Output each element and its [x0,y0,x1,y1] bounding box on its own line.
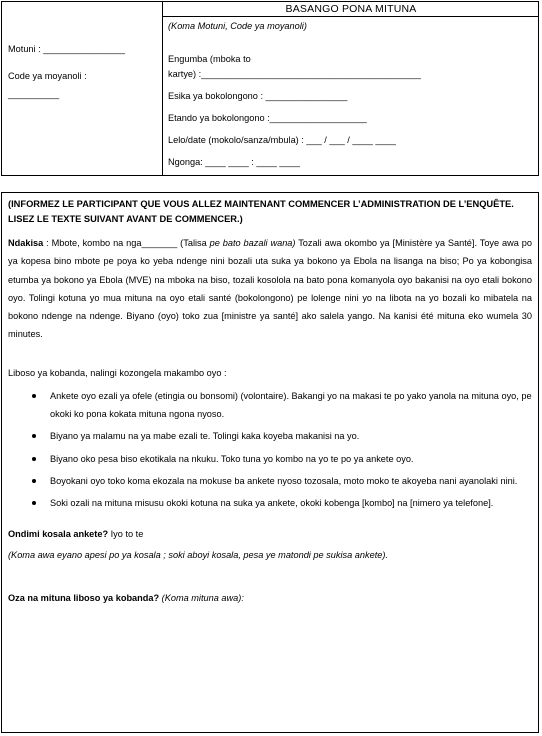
field-engumba[interactable]: kartye) :___________________________________________ [168,69,421,79]
list-item: Biyano ya malamu na ya mabe ezali te. Tolingi kaka koyeba makanisi na yo. [32,427,532,445]
intro-label: Ndakisa [8,238,44,248]
questions-prompt-label: Oza na mituna liboso ya kobanda? [8,592,160,603]
questions-prompt [8,591,532,606]
consent-options[interactable]: Iyo to te [108,528,144,539]
form-title: BASANGO PONA MITUNA [162,2,539,17]
intro-text-a: : Mbote, kombo na nga_______ (Talisa [43,238,210,248]
header-form-table [1,1,539,176]
bullet-dot [32,457,36,461]
field-code-blank[interactable]: __________ [8,89,60,99]
instruction-text: (INFORMEZ LE PARTICIPANT QUE VOUS ALLEZ MAINTENANT COMMENCER L’ADMINISTRATION DE L’ENQUÊTE. LISEZ LE TEXTE SUIVANT AVANT DE COMMENCER.) [8,199,514,224]
bullet-dot [32,501,36,505]
right-fields [168,20,536,175]
field-esika[interactable]: Esika ya bokolongono : ________________ [168,91,348,101]
intro-paragraph [8,234,532,344]
left-fields [8,42,158,114]
bullet-dot [32,394,36,398]
bullet-list [8,387,532,513]
bullet-dot [32,434,36,438]
field-code-label: Code ya moyanoli : [8,71,87,81]
field-date[interactable]: Lelo/date (mokolo/sanza/mbula) : ___ / ___ / ____ ____ [168,135,396,145]
field-motuni[interactable]: Motuni : ________________ [8,44,125,54]
column-divider [162,17,163,175]
intro-text-b: Tozali awa okombo ya [Ministère ya Santé]. Toye awa po ya kopesa bino mbote pe poya ko yeba ndenge nini bozali uta suka ya bokono ya Ebola na lisanga na biso; Po ya kobongisa etumba ya bokono ya Ebola (MVE) na mboka na biso, tozali kosolola na bato pona komanyola oyo bakanisi na oyo etali bokono oyo. Tolingi kotuna yo mua mituna na oyo etali santé (bokolongono) pe lolenge nini yo na libota na yo bozali ko mibatela na bokono ndenge na ndenge. Biyano (oyo) toko zua [ministre ya santé] ako salela yango. Na kanisi été mituna eko wumela 30 minutes. [8,238,533,340]
bullet-dot [32,479,36,483]
field-ngonga[interactable]: Ngonga: ____ ____ : ____ ____ [168,157,300,167]
bullets-lead: Liboso ya kobanda, nalingi kozongela makambo oyo : [8,367,227,378]
list-item: Biyano oko pesa biso ekotikala na nkuku. Toko tuna yo kombo na yo te po ya ankete oyo. [32,450,532,468]
consent-note: (Koma awa eyano apesi po ya kosala ; soki aboyi kosala, pesa ye matondi pe sukisa ankete). [8,549,388,560]
list-item: Soki ozali na mituna misusu okoki kotuna na suka ya ankete, okoki kobenga [kombo] na [nimero ya telefone]. [32,494,532,512]
intro-italic: pe bato bazali wana) [209,238,296,248]
questions-prompt-note: (Koma mituna awa): [159,592,244,603]
consent-question-label: Ondimi kosala ankete? [8,528,109,539]
field-engumba-label: Engumba (mboka to [168,54,251,64]
list-item: Boyokani oyo toko koma ekozala na mokuse ba ankete nyoso tozosala, moto moko te akoyeba nani ayanolaki nini. [32,472,532,490]
header-note: (Koma Motuni, Code ya moyanoli) [168,21,307,31]
consent-question [8,527,532,542]
consent-box [1,192,539,733]
list-item: Ankete oyo ezali ya ofele (etingia ou bonsomi) (volontaire). Bakangi yo na makasi te po yako yanola na mituna oyo, pe okoki ko pona kokata mituna ngona nyoso. [32,387,532,424]
field-etando[interactable]: Etando ya bokolongono :___________________ [168,113,367,123]
